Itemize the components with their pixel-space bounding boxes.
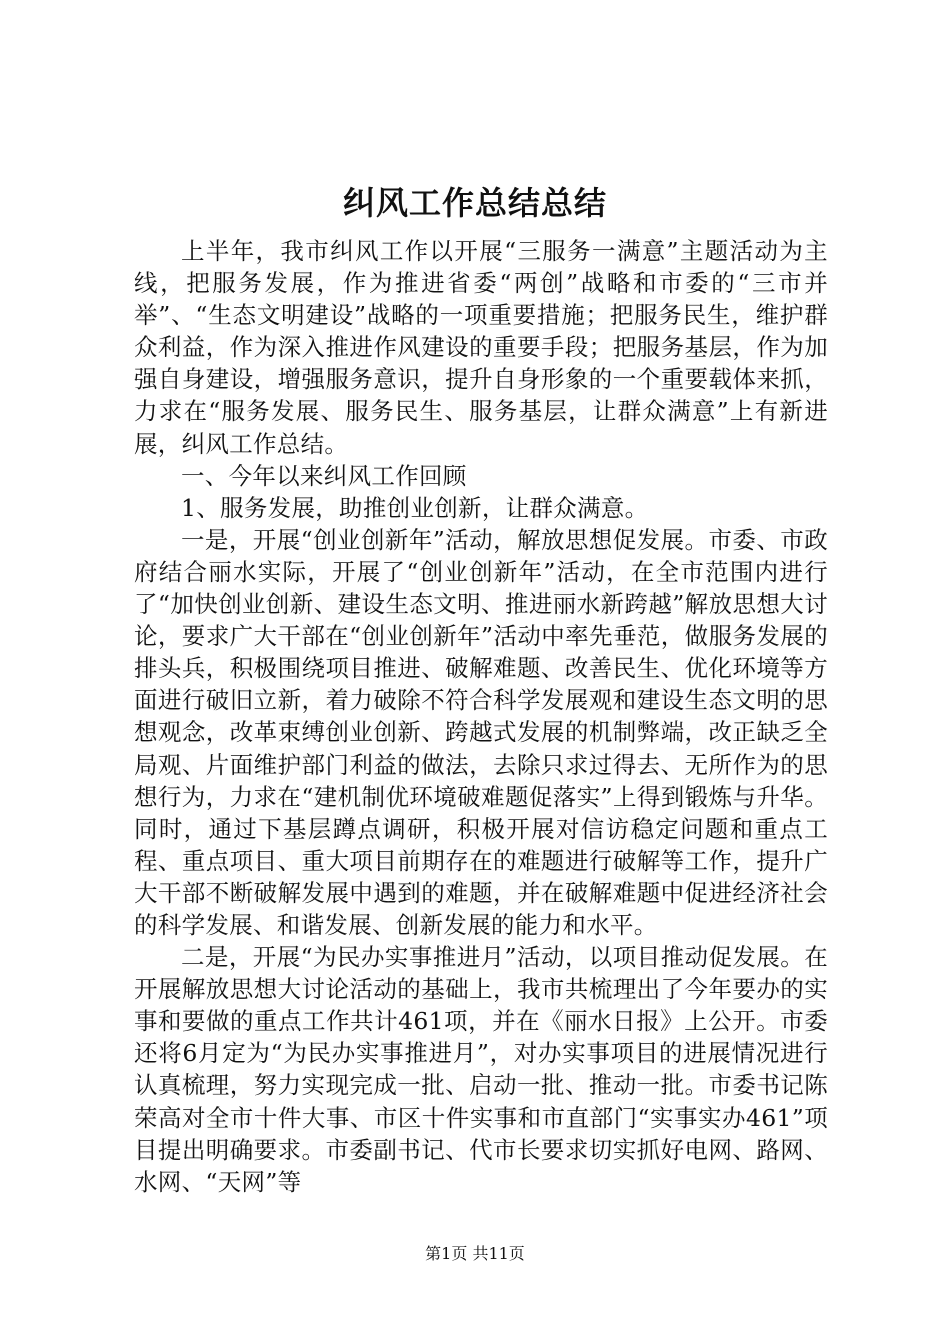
paragraph-first-point: 一是，开展“创业创新年”活动，解放思想促发展。市委、市政府结合丽水实际，开展了“创业创新年”活动，在全市范围内进行了“加快创业创新、建设生态文明、推进丽水新跨越”解放思想大讨论，要求广大干部在“创业创新年”活动中率先垂范，做服务发展的排头兵，积极围绕项目推进、破解难题、改善民生、优化环境等方面进行破旧立新，着力破除不符合科学发展观和建设生态文明的思想观念，改革束缚创业创新、跨越式发展的机制弊端，改正缺乏全局观、片面维护部门利益的做法，去除只求过得去、无所作为的思想行为，力求在“建机制优环境破难题促落实”上得到锻炼与升华。同时，通过下基层蹲点调研，积极开展对信访稳定问题和重点工程、重点项目、重大项目前期存在的难题进行破解等工作，提升广大干部不断破解发展中遇到的难题，并在破解难题中促进经济社会的科学发展、和谐发展、创新发展的能力和水平。 [134,525,828,939]
document-body [134,235,828,1198]
page-number-footer: 第1页 共11页 [425,1244,525,1263]
document-title: 纠风工作总结总结 [342,184,607,222]
paragraph-second-point: 二是，开展“为民办实事推进月”活动，以项目推动促发展。在开展解放思想大讨论活动的基础上，我市共梳理出了今年要办的实事和要做的重点工作共计461项，并在《丽水日报》上公开。市委还将6月定为“为民办实事推进月”，对办实事项目的进展情况进行认真梳理，努力实现完成一批、启动一批、推动一批。市委书记陈荣高对全市十件大事、市区十件实事和市直部门“实事实办461”项目提出明确要求。市委副书记、代市长要求切实抓好电网、路网、水网、“天网”等 [134,943,828,1196]
subsection-heading: 1、服务发展，助推创业创新，让群众满意。 [181,493,649,522]
section-heading: 一、今年以来纠风工作回顾 [181,461,467,490]
paragraph-intro: 上半年，我市纠风工作以开展“三服务一满意”主题活动为主线，把服务发展，作为推进省委“两创”战略和市委的“三市并举”、“生态文明建设”战略的一项重要措施；把服务民生，维护群众利益，作为深入推进作风建设的重要手段；把服务基层，作为加强自身建设，增强服务意识，提升自身形象的一个重要载体来抓，力求在“服务发展、服务民生、服务基层，让群众满意”上有新进展，纠风工作总结。 [134,237,828,458]
